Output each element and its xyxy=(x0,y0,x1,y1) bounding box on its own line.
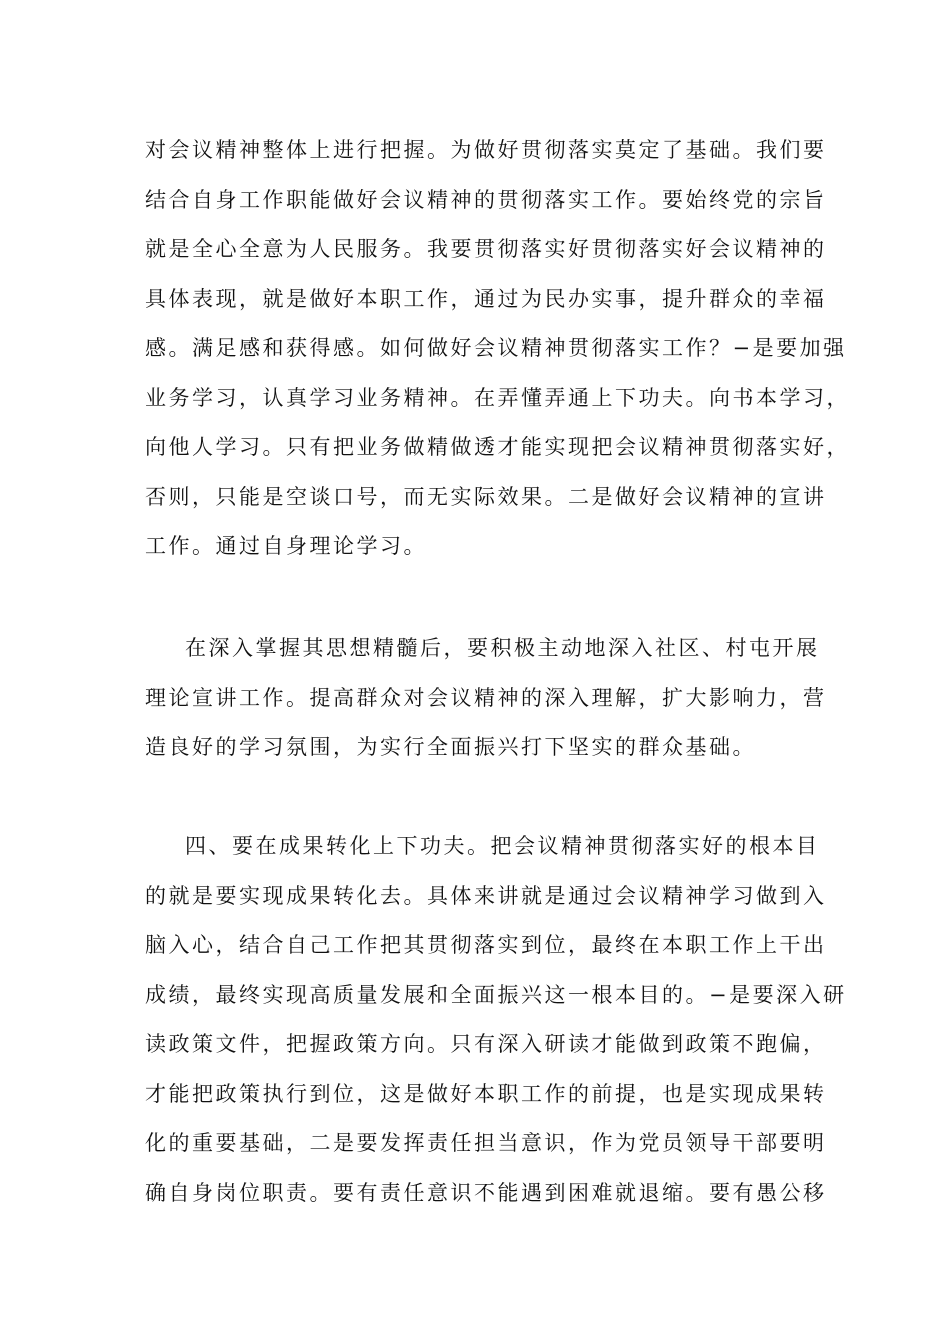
text-line: 的就是要实现成果转化去。具体来讲就是通过会议精神学习做到入 xyxy=(145,883,827,908)
text-line: 具体表现，就是做好本职工作，通过为民办实事，提升群众的幸福 xyxy=(145,286,827,311)
text-line: 结合自身工作职能做好会议精神的贯彻落实工作。要始终党的宗旨 xyxy=(145,187,827,212)
text-line: 在深入掌握其思想精髓后，要积极主动地深入社区、村屯开展 xyxy=(185,636,820,660)
text-line: 读政策文件，把握政策方向。只有深入研读才能做到政策不跑偏， xyxy=(145,1032,827,1056)
text-line: 否则，只能是空谈口号，而无实际效果。二是做好会议精神的宣讲 xyxy=(145,484,827,509)
paragraph-2 xyxy=(145,624,827,773)
text-line: 才能把政策执行到位，这是做好本职工作的前提，也是实现成果转 xyxy=(145,1081,827,1106)
text-line: 就是全心全意为人民服务。我要贯彻落实好贯彻落实好会议精神的 xyxy=(145,237,827,261)
text-line: 业务学习，认真学习业务精神。在弄懂弄通上下功夫。向书本学习， xyxy=(145,385,850,410)
text-line: 理论宣讲工作。提高群众对会议精神的深入理解，扩大影响力，营 xyxy=(145,685,827,710)
text-line: 对会议精神整体上进行把握。为做好贯彻落实莫定了基础。我们要 xyxy=(145,138,827,162)
text-line: 脑入心，结合自己工作把其贯彻落实到位，最终在本职工作上干出 xyxy=(145,933,827,957)
text-line: 四、要在成果转化上下功夫。把会议精神贯彻落实好的根本目 xyxy=(185,834,820,858)
text-line: 造良好的学习氛围，为实行全面振兴打下坚实的群众基础。 xyxy=(145,735,756,759)
text-line: 化的重要基础，二是要发挥责任担当意识，作为党员领导干部要明 xyxy=(145,1131,827,1155)
text-line: 确自身岗位职责。要有责任意识不能遇到困难就退缩。要有愚公移 xyxy=(145,1180,827,1205)
paragraph-3 xyxy=(145,822,847,1218)
text-line: 成绩，最终实现高质量发展和全面振兴这一根本目的。−是要深入研 xyxy=(145,982,847,1007)
text-line: 向他人学习。只有把业务做精做透才能实现把会议精神贯彻落实好， xyxy=(145,435,850,459)
text-line: 工作。通过自身理论学习。 xyxy=(145,534,427,558)
paragraph-1 xyxy=(145,126,850,572)
text-line: 感。满足感和获得感。如何做好会议精神贯彻落实工作？−是要加强 xyxy=(145,336,847,360)
